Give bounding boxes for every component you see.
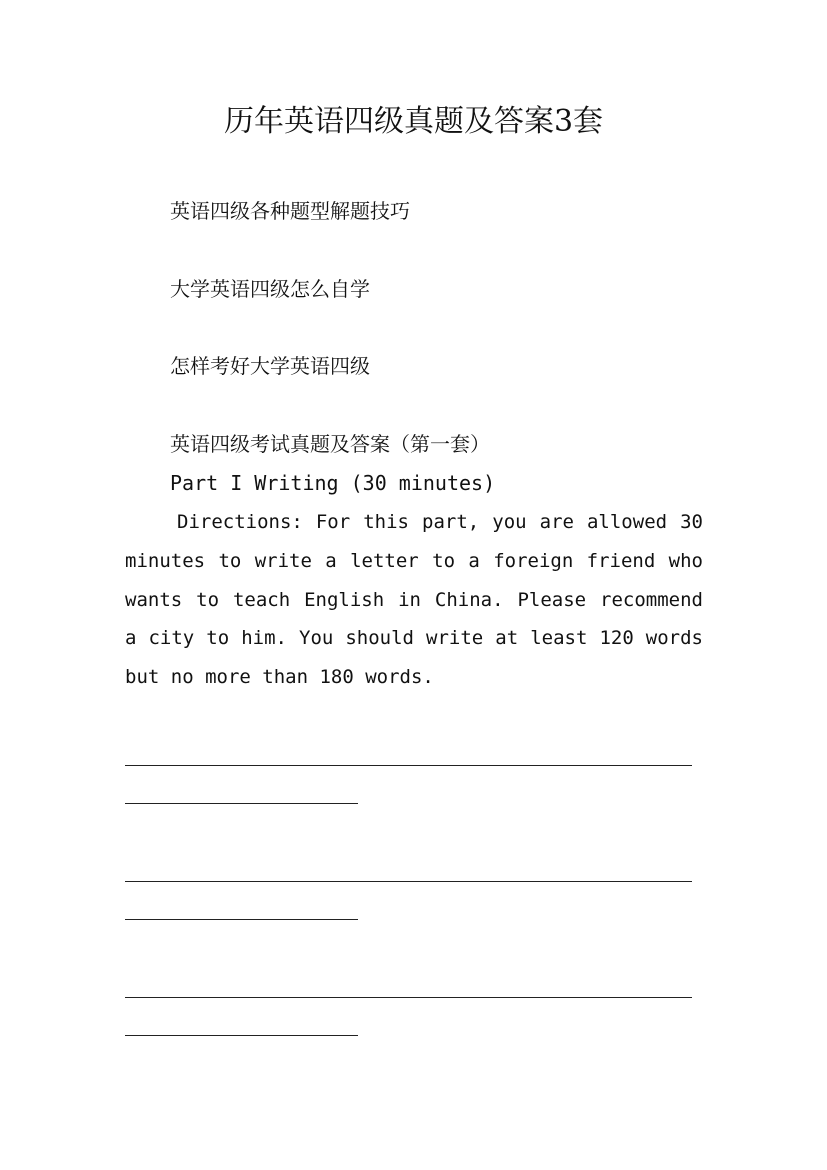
link-line-tips: 英语四级各种题型解题技巧 (170, 199, 410, 223)
answer-line (125, 881, 692, 882)
answer-line (125, 1035, 358, 1036)
page-title: 历年英语四级真题及答案3套 (223, 104, 604, 139)
answer-line (125, 919, 358, 920)
part-heading: Part I Writing (30 minutes) (170, 471, 496, 495)
link-line-self-study: 大学英语四级怎么自学 (170, 277, 370, 301)
answer-line (125, 997, 692, 998)
answer-line (125, 803, 358, 804)
answer-line (125, 765, 692, 766)
directions-paragraph: Directions: For this part, you are allowed 30 minutes to write a letter to a foreign friend who wants to teach English in China. Please recommend a city to him. You should write at least 120 words but no more than 180 words. (125, 511, 703, 689)
section-heading: 英语四级考试真题及答案（第一套） (170, 432, 490, 456)
link-line-how-to-pass: 怎样考好大学英语四级 (170, 354, 370, 378)
